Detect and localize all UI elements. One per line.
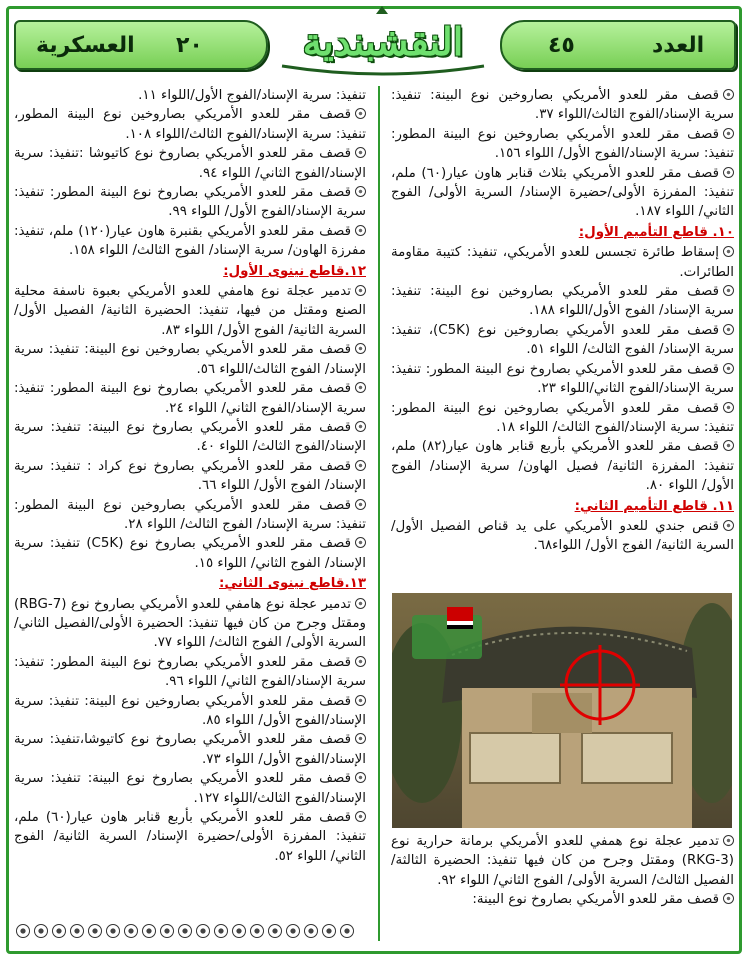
bullet-icon — [355, 285, 366, 296]
ornament-icon — [340, 924, 354, 938]
list-item: قصف مقر للعدو الأمريكي بصاروخ نوع (C5K) تنفيذ: سرية الإسناد/ الفوج الثاني/ اللواء ١٥. — [14, 536, 366, 571]
section-heading-10: ١٠. قاطع التأميم الأول: — [578, 224, 734, 240]
bullet-icon — [355, 499, 366, 510]
ornament-icon — [52, 924, 66, 938]
section-heading-11: ١١. قاطع التأميم الثاني: — [574, 498, 734, 514]
bullet-icon — [355, 225, 366, 236]
issue-tab — [500, 20, 736, 70]
column-divider — [372, 86, 386, 941]
section-label: العسكرية — [36, 32, 135, 58]
ornament-icon — [196, 924, 210, 938]
bullet-icon — [355, 460, 366, 471]
bullet-icon — [355, 147, 366, 158]
ornament-icon — [268, 924, 282, 938]
bullet-icon — [355, 537, 366, 548]
bullet-icon — [723, 167, 734, 178]
ornament-icon — [70, 924, 84, 938]
page-header — [0, 0, 750, 82]
bullet-icon — [355, 186, 366, 197]
bullet-icon — [723, 893, 734, 904]
bullet-icon — [355, 598, 366, 609]
list-item: قصف مقر للعدو الأمريكي بصاروخين نوع (C5K)، تنفيذ: سرية الإسناد/ الفوج الثالث/ اللواء ٥١. — [391, 322, 734, 358]
list-item: قصف مقر للعدو الأمريكي بصاروخين نوع البينة المطور، تنفيذ: سرية الإسناد/الفوج الثالث/اللواء ١٠٨. — [14, 107, 366, 142]
issue-number: ٤٥ — [548, 32, 575, 58]
section-heading-12: ١٢.قاطع نينوى الأول: — [223, 263, 366, 279]
list-item: قصف مقر للعدو الأمريكي بصاروخين نوع البينة: تنفيذ: سرية الإسناد/الفوج الأول/ اللواء ٨٥. — [14, 693, 366, 728]
bullet-icon — [723, 285, 734, 296]
bullet-icon — [355, 421, 366, 432]
page-number: ٢٠ — [176, 32, 203, 58]
list-item: قصف مقر للعدو الأمريكي بصاروخ نوع البينة: تنفيذ: سرية الإسناد/الفوج الثالث/ اللواء ٤٠. — [14, 419, 366, 455]
list-item: قصف مقر للعدو الأمريكي بصاروخ نوع البينة: — [391, 890, 734, 909]
list-item: تدمير عجلة نوع هامفي للعدو الأمريكي بصاروخ نوع (RBG-7) ومقتل وجرح من كان فيها تنفيذ: الحضيرة الأولى/الفصيل الثاني/ السرية الأولى/ الفوج الثالث/ اللواء ٧٧. — [14, 596, 366, 651]
list-item: قصف مقر للعدو الأمريكي بصاروخ نوع البينة المطور: تنفيذ: سرية الإسناد/الفوج الثاني/ اللواء ٩٦. — [14, 654, 366, 690]
bullet-icon — [355, 695, 366, 706]
masthead-logo — [272, 4, 494, 78]
ornament-icon — [250, 924, 264, 938]
bullet-icon — [355, 772, 366, 783]
bullet-icon — [723, 402, 734, 413]
right-column — [391, 86, 734, 556]
page-number-tab — [14, 20, 268, 70]
issue-label: العدد — [652, 32, 705, 58]
list-item: قصف مقر للعدو الأمريكي بصاروخين نوع البينة: تنفيذ: سرية الإسناد/الفوج الثالث/اللواء ٣٧. — [391, 88, 734, 123]
list-item: قصف مقر للعدو الأمريكي بصاروخ نوع كراد : تنفيذ: سرية الإسناد/ الفوج الأول/ اللواء ٦٦. — [14, 458, 366, 494]
list-item: تدمير عجلة نوع همفي للعدو الأمريكي برمانة حرارية نوع (RKG-3) ومقتل وجرح من كان فيها تنفيذ: الحضيرة الثالثة/الفصيل الثالث/ السرية الأولى/ الفوج الثاني/ اللواء ٩٢. — [391, 834, 734, 888]
section-heading-13: ١٣.قاطع نينوى الثاني: — [219, 576, 366, 592]
ornament-icon — [304, 924, 318, 938]
bullet-icon — [355, 108, 366, 119]
ornament-icon — [232, 924, 246, 938]
ornament-icon — [214, 924, 228, 938]
bullet-icon — [723, 835, 734, 846]
right-column-continued — [391, 832, 734, 910]
bullet-icon — [355, 382, 366, 393]
ornament-icon — [286, 924, 300, 938]
bullet-icon — [723, 128, 734, 139]
bullet-icon — [355, 811, 366, 822]
ornament-icon — [34, 924, 48, 938]
bullet-icon — [723, 440, 734, 451]
list-item: قصف مقر للعدو الأمريكي بصاروخين نوع البينة: تنفيذ: سرية الإسناد/ الفوج الأول/اللواء ١٨٨. — [391, 284, 734, 319]
list-item: تنفيذ: سرية الإسناد/الفوج الأول/اللواء ١١. — [138, 88, 366, 103]
ornament-icon — [178, 924, 192, 938]
bullet-icon — [723, 363, 734, 374]
masthead-title: النقشبندية — [302, 18, 464, 64]
list-item: تدمير عجلة نوع هامفي للعدو الأمريكي بعبوة ناسفة محلية الصنع ومقتل من فيها، تنفيذ: الحضيرة الثانية/ الفصيل الأول/ السرية الثانية/ الفوج الأول/ اللواء ٨٣. — [14, 284, 366, 338]
bullet-icon — [355, 733, 366, 744]
list-item: قصف مقر للعدو الأمريكي بصاروخين نوع البينة المطور: تنفيذ: سرية الإسناد/الفوج الأول/ اللواء ١٥٦. — [391, 126, 734, 162]
list-item: قصف مقر للعدو الأمريكي بثلاث قنابر هاون عيار(٦٠) ملم، تنفيذ: المفرزة الأولى/حضيرة الإسناد/ السرية الأولى/ الفوج الثاني/ اللواء ١٨٧. — [391, 165, 734, 220]
list-item: قصف مقر للعدو الأمريكي بصاروخ نوع كاتيوشا :تنفيذ: سرية الإسناد/الفوج الثاني/ اللواء ٩٤. — [14, 146, 366, 181]
list-item: قصف مقر للعدو الأمريكي بأربع قنابر هاون عيار(٨٢) ملم، تنفيذ: المفرزة الثانية/ فصيل الهاون/ سرية الإسناد/ الفوج الأول/ اللواء ٨٠. — [391, 439, 734, 494]
bullet-icon — [723, 520, 734, 531]
bullet-icon — [723, 89, 734, 100]
list-item: قصف مقر للعدو الأمريكي بأربع قنابر هاون عيار(٦٠) ملم، تنفيذ: المفرزة الأولى/حضيرة الإسناد/ السرية الثانية/ الفوج الثاني/ اللواء ٥٢. — [14, 810, 366, 864]
ornament-icon — [160, 924, 174, 938]
bullet-icon — [723, 324, 734, 335]
ornament-icon — [322, 924, 336, 938]
list-item: قنص جندي للعدو الأمريكي على يد قناص الفصيل الأول/ السرية الثانية/ الفوج الأول/ اللواء٦٨. — [391, 518, 734, 554]
ornament-icon — [106, 924, 120, 938]
list-item: قصف مقر للعدو الأمريكي بصاروخين نوع البينة: تنفيذ: سرية الإسناد/ الفوج الثالث/اللواء ٥٦. — [14, 342, 366, 377]
footer-ornament-row — [16, 924, 366, 940]
list-item: قصف مقر للعدو الأمريكي بصاروخ نوع البينة: تنفيذ: سرية الإسناد/الفوج الثالث/اللواء ١٢٧. — [14, 771, 366, 806]
bullet-icon — [355, 343, 366, 354]
list-item: قصف مقر للعدو الأمريكي بصاروخ نوع كاتيوشا،تنفيذ: سرية الإسناد/الفوج الأول/ اللواء ٧٣. — [14, 732, 366, 767]
list-item: قصف مقر للعدو الأمريكي بصاروخين نوع البينة المطور: تنفيذ: سرية الإسناد/الفوج الثالث/ اللواء ١٨. — [391, 400, 734, 435]
bullet-icon — [723, 246, 734, 257]
list-item: قصف مقر للعدو الأمريكي بصاروخ نوع البينة المطور: تنفيذ: سرية الإسناد/الفوج الثاني/اللواء ٢٣. — [391, 361, 734, 397]
photo-illustration — [392, 593, 732, 828]
humvee-target-photo — [392, 593, 732, 828]
bullet-icon — [355, 656, 366, 667]
list-item: قصف مقر للعدو الأمريكي بصاروخ نوع البينة المطور: تنفيذ: سرية الإسناد/الفوج الثاني/ اللواء ٢٤. — [14, 381, 366, 416]
list-item: قصف مقر للعدو الأمريكي بصاروخين نوع البينة المطور: تنفيذ: سرية الإسناد/ الفوج الثالث/ اللواء ٢٨. — [14, 497, 366, 532]
ornament-icon — [124, 924, 138, 938]
ornament-icon — [16, 924, 30, 938]
left-column — [14, 86, 366, 866]
ornament-icon — [142, 924, 156, 938]
list-item: قصف مقر للعدو الأمريكي بقنبرة هاون عيار(١٢٠) ملم، تنفيذ: مفرزة الهاون/ سرية الإسناد/ الفوج الثالث/ اللواء ١٥٨. — [14, 223, 366, 259]
list-item: قصف مقر للعدو الأمريكي بصاروخ نوع البينة المطور: تنفيذ: سرية الإسناد/الفوج الأول/ اللواء ٩٩. — [14, 185, 366, 220]
list-item: إسقاط طائرة تجسس للعدو الأمريكي، تنفيذ: كتيبة مقاومة الطائرات. — [391, 245, 734, 280]
ornament-icon — [88, 924, 102, 938]
